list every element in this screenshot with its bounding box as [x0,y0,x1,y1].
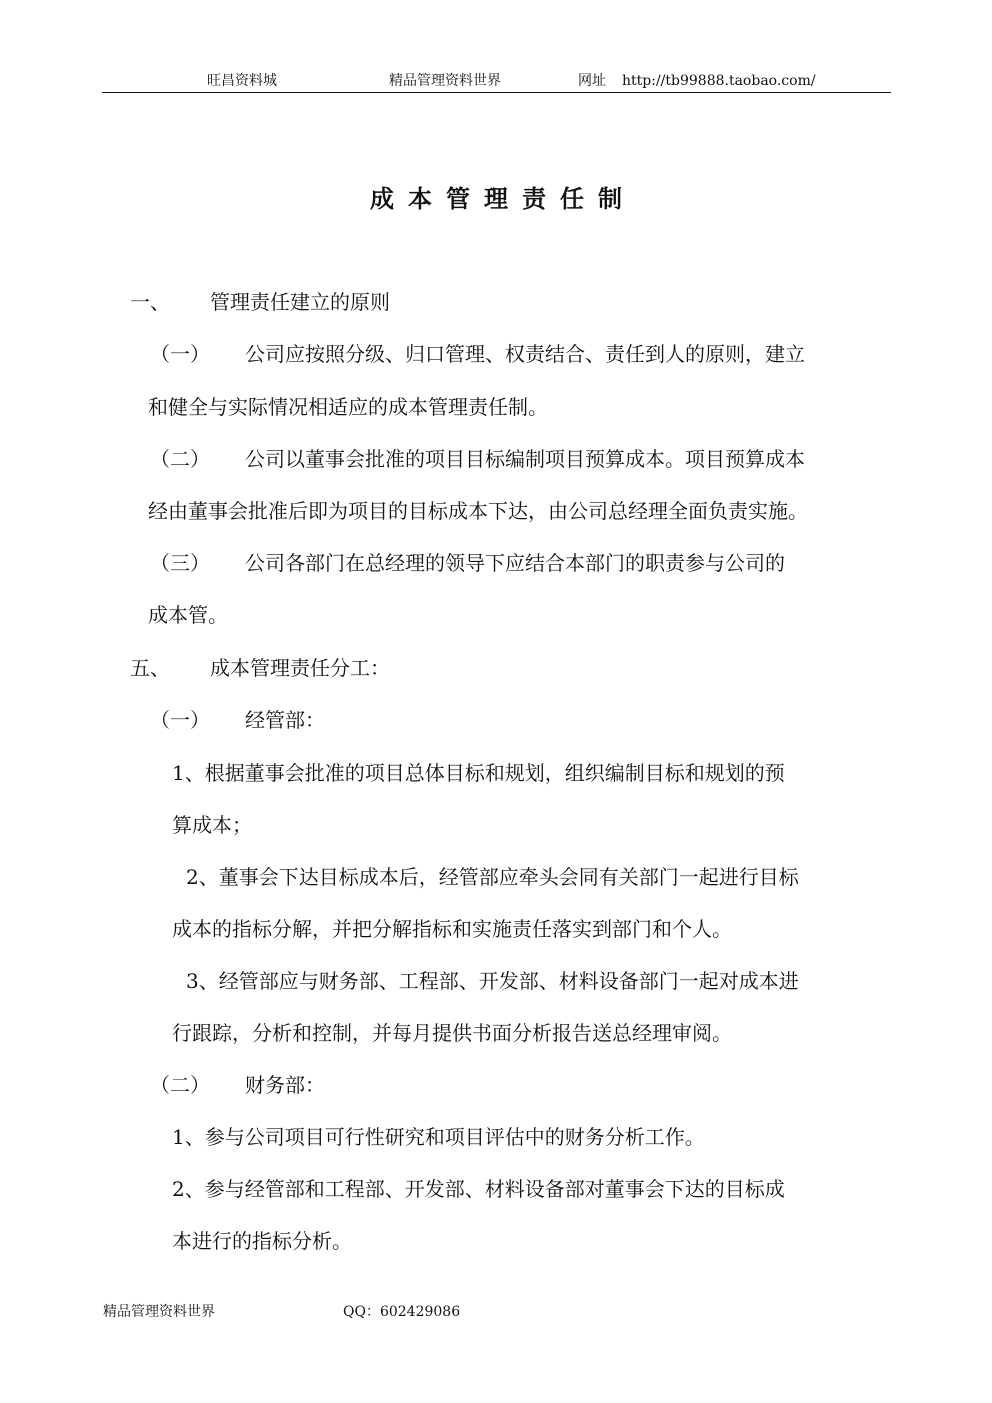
header-url-label: 网址 [578,73,606,89]
dept-1-name: 经管部： [245,708,325,732]
footer-qq: QQ：602429086 [343,1304,461,1320]
item-2-line-2: 经由董事会批准后即为项目的目标成本下达，由公司总经理全面负责实施。 [148,499,808,523]
footer-slogan: 精品管理资料世界 [103,1304,215,1320]
document-title: 成本管理责任制 [370,185,636,213]
section-2-heading: 成本管理责任分工： [210,656,390,680]
section-2-number: 五、 [130,656,170,680]
dept-1-item-3-line-2: 行跟踪，分析和控制，并每月提供书面分析报告送总经理审阅。 [172,1021,732,1045]
section-1-heading: 管理责任建立的原则 [210,290,390,314]
item-3-line-1: 公司各部门在总经理的领导下应结合本部门的职责参与公司的 [245,551,785,575]
item-1-line-1: 公司应按照分级、归口管理、权责结合、责任到人的原则，建立 [245,342,805,366]
item-1-number: （一） [150,342,210,366]
dept-2-name: 财务部： [245,1073,325,1097]
dept-1-number: （一） [150,708,210,732]
dept-1-item-1-line-2: 算成本； [172,813,252,837]
item-1-line-2: 和健全与实际情况相适应的成本管理责任制。 [148,395,548,419]
item-3-number: （三） [150,551,210,575]
dept-2-item-2-line-1: 2、参与经管部和工程部、开发部、材料设备部对董事会下达的目标成 [172,1177,785,1201]
dept-1-item-2-line-1: 2、董事会下达目标成本后，经管部应牵头会同有关部门一起进行目标 [186,865,799,889]
item-3-line-2: 成本管。 [148,603,228,627]
dept-1-item-1-line-1: 1、根据董事会批准的项目总体目标和规划，组织编制目标和规划的预 [172,761,785,785]
header-slogan: 精品管理资料世界 [389,73,501,89]
dept-2-item-2-line-2: 本进行的指标分析。 [172,1229,352,1253]
item-2-number: （二） [150,447,210,471]
header-site-name: 旺昌资料城 [207,73,277,89]
item-2-line-1: 公司以董事会批准的项目目标编制项目预算成本。项目预算成本 [245,447,805,471]
section-1-number: 一、 [130,290,170,314]
header-url: http://tb99888.taobao.com/ [622,73,816,89]
dept-1-item-3-line-1: 3、经管部应与财务部、工程部、开发部、材料设备部门一起对成本进 [186,969,799,993]
dept-1-item-2-line-2: 成本的指标分解，并把分解指标和实施责任落实到部门和个人。 [172,917,732,941]
dept-2-item-1-line-1: 1、参与公司项目可行性研究和项目评估中的财务分析工作。 [172,1125,705,1149]
header-divider [102,92,891,93]
dept-2-number: （二） [150,1073,210,1097]
